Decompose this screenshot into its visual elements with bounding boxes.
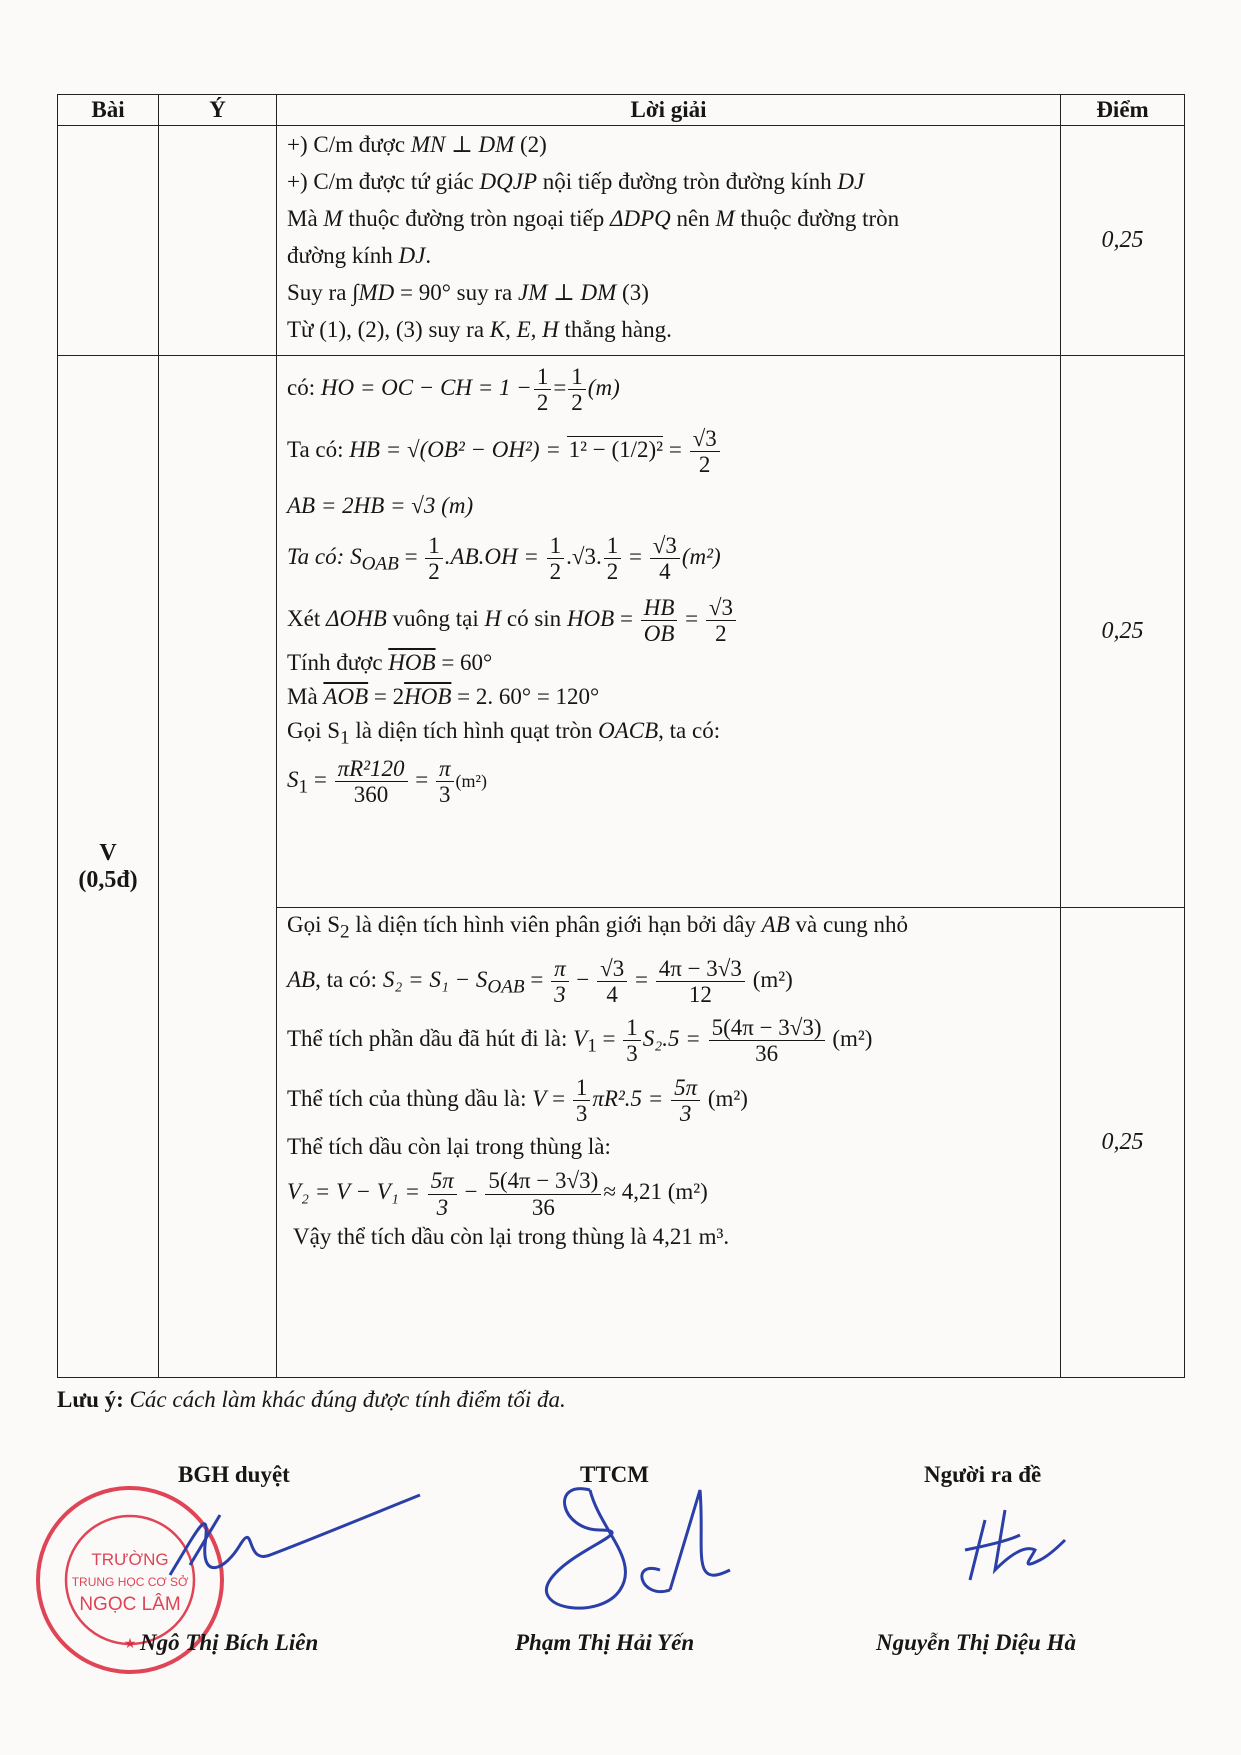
solution-cell: có: HO = OC − CH = 1 − $\frac{1}{2}$ = $\frac{1}{2}$ (m) Ta có: HB = √(OB² − OH²) = 1² − (1/2)² = $\frac{√3}{2}$ AB = 2HB = √3 (m) Ta có: $S_{OAB}$ = $\frac{1}{2}$ .AB.OH = $\frac{1}{2}$ .√3. $\frac{1}{2}$ = $\frac{√3}{4}$ (m²) Xét ΔOHB vuông tại H có sin HOB = $\frac{HB}{OB}$ = $\frac{√3}{2}$ Tính được $\overline{HOB} = 60^\circ$ Mà $\overline{AOB} = 2\overline{HOB} = 2$. 60° = 120° Gọi $S_1$ là diện tích hình quạt tròn OACB, ta có: $S_1$ = $\frac{\text{πR²120}}{360}$ = $\frac{\pi}{3}$ (m²)	[277, 356, 1061, 908]
score-cell: 0,25	[1061, 126, 1185, 356]
bai-v-cell	[58, 356, 159, 1378]
table-row	[58, 356, 1185, 908]
author-title: Người ra đề	[924, 1462, 1042, 1487]
bgh-signature	[130, 1485, 430, 1595]
note-text: Các cách làm khác đúng được tính điểm tối đa.	[123, 1387, 566, 1412]
svg-text:TRUNG HỌC CƠ SỞ: TRUNG HỌC CƠ SỞ	[71, 1575, 189, 1589]
svg-text:★: ★	[123, 1637, 137, 1652]
solution-cell: +) C/m được MN ⊥ DM (2) +) C/m được tứ giác DQJP nội tiếp đường tròn đường kính DJ Mà M thuộc đường tròn ngoại tiếp ΔDPQ nên M thuộc đường tròn đường kính DJ. Suy ra ∫MD = 90° suy ra JM ⊥ DM (3) Từ (1), (2), (3) suy ra K, E, H thẳng hàng.	[277, 126, 1061, 356]
y-cell-empty	[159, 126, 277, 356]
bai-cell-empty	[58, 126, 159, 356]
answer-table	[57, 94, 1185, 1378]
score-cell: 0,25	[1061, 908, 1185, 1378]
bgh-name: Ngô Thị Bích Liên	[140, 1630, 319, 1655]
table-row	[58, 126, 1185, 356]
author-name: Nguyễn Thị Diệu Hà	[876, 1630, 1076, 1655]
author-signature	[950, 1500, 1070, 1590]
note	[57, 1387, 566, 1413]
header-loigiai: Lời giải	[277, 95, 1061, 126]
table-header-row	[58, 95, 1185, 126]
svg-text:TRƯỜNG: TRƯỜNG	[91, 1550, 169, 1569]
bai-points: (0,5đ)	[78, 866, 138, 893]
header-diem: Điểm	[1061, 95, 1185, 126]
note-label: Lưu ý:	[57, 1387, 124, 1412]
svg-text:NGỌC LÂM: NGỌC LÂM	[79, 1594, 181, 1615]
ttcm-signature	[510, 1470, 770, 1620]
solution-cell: Gọi $S_2$ là diện tích hình viên phân giới hạn bởi dây AB và cung nhỏ AB, ta có: $S_2 = S_1 - S_{OAB}$ = $\frac{\pi}{3}$ − $\frac{√3}{4}$ = $\frac{4\pi - 3√3}{12}$ (m²) Thể tích phần dầu đã hút đi là: $V_1$ = $\frac{1}{3}$ S₂.5 = $\frac{5(4\pi - 3√3)}{36}$ (m²) Thể tích của thùng dầu là: V = $\frac{1}{3}$ πR².5 = $\frac{5\pi}{3}$ (m²) Thể tích dầu còn lại trong thùng là: V₂ = V − V₁ = $\frac{5\pi}{3}$ − $\frac{5(4\pi - 3√3)}{36}$ ≈ 4,21 (m²) Vậy thể tích dầu còn lại trong thùng là 4,21 m³.	[277, 908, 1061, 1378]
header-bai: Bài	[58, 95, 159, 126]
ttcm-title: TTCM	[580, 1462, 649, 1487]
score-cell: 0,25	[1061, 356, 1185, 908]
header-y: Ý	[159, 95, 277, 126]
bgh-title: BGH duyệt	[178, 1462, 290, 1487]
bai-label: V	[99, 839, 117, 866]
ttcm-name: Phạm Thị Hải Yến	[515, 1630, 695, 1655]
y-cell-empty	[159, 356, 277, 1378]
